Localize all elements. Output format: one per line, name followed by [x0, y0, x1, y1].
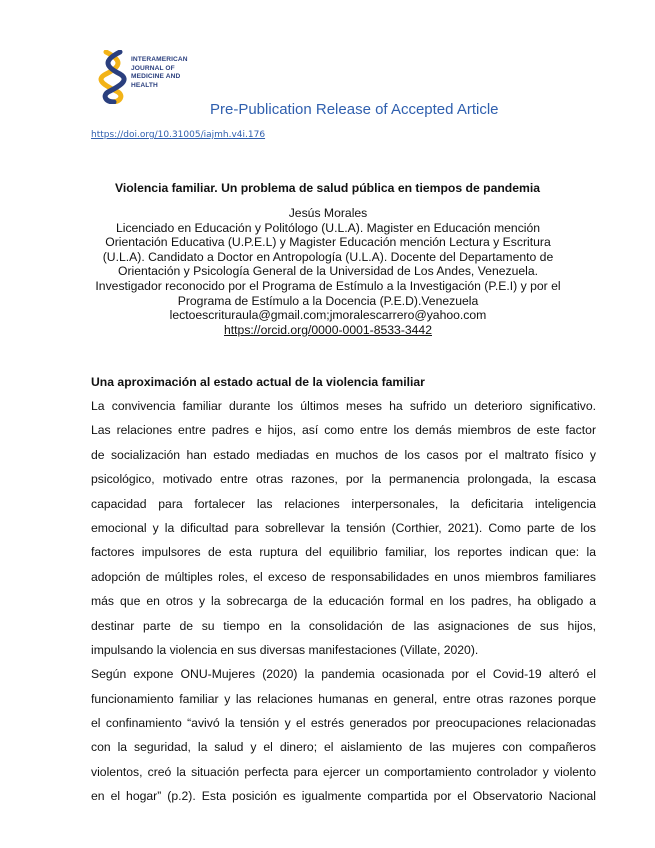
text-line: adopción de múltiples roles, el exceso de responsabilidades en unos miembros familiares	[91, 569, 596, 584]
author-block	[88, 206, 568, 337]
section-heading: Una aproximación al estado actual de la violencia familiar	[91, 375, 425, 389]
affiliation-line: Orientación Educativa (U.P.E.L) y Magister Educación mención Lectura y Escritura	[105, 235, 551, 250]
journal-logo	[98, 50, 218, 104]
text-line: más que en otros y la sobrecarga de la educación formal en los padres, ha obligado a	[91, 594, 596, 609]
text-line: impulsando la violencia en sus diversas manifestaciones (Villate, 2020).	[91, 642, 479, 657]
text-line: de socialización han estado mediadas en muchos de los casos por el maltrato físico y	[91, 447, 596, 462]
affiliation-line: Orientación y Psicología General de la Universidad de Los Andes, Venezuela.	[117, 264, 539, 279]
text-line: Según expone ONU-Mujeres (2020) la pandemia ocasionada por el Covid-19 alteró el	[91, 667, 596, 682]
logo-wordmark: INTERAMERICAN JOURNAL OF MEDICINE AND HEALTH	[131, 56, 188, 89]
orcid-link[interactable]: https://orcid.org/0000-0001-8533-3442	[223, 322, 432, 337]
affiliation-line: Programa de Estímulo a la Docencia (P.E.D).Venezuela	[177, 293, 479, 308]
text-line: el confinamiento “avivó la tensión y el estrés generados por preocupaciones relacionadas	[91, 716, 596, 731]
affiliation-line: (U.L.A). Candidato a Doctor en Antropología (U.L.A). Docente del Departamento de	[102, 249, 554, 264]
text-line: factores impulsores de esta ruptura del equilibrio familiar, los reportes indican que: la	[91, 545, 596, 560]
author-emails: lectoescrituraula@gmail.com;jmoralescarrero@yahoo.com	[169, 308, 487, 323]
doi-link[interactable]: https://doi.org/10.31005/iajmh.v4i.176	[91, 130, 266, 140]
text-line: violentos, creó la situación perfecta para ejercer un comportamiento controlador y violento	[91, 764, 596, 779]
text-line: en el hogar” (p.2). Esta posición es igualmente compartida por el Observatorio Nacional	[91, 789, 596, 804]
text-line: Las relaciones entre padres e hijos, así como entre los demás miembros de este factor	[91, 423, 596, 438]
author-name: Jesús Morales	[288, 206, 368, 220]
article-title: Violencia familiar. Un problema de salud pública en tiempos de pandemia	[114, 181, 541, 195]
text-line: destinar parte de su tiempo en la consolidación de las asignaciones de sus hijos,	[91, 618, 596, 633]
text-line: psicológico, motivado entre otras razones, por la permanencia prolongada, la escasa	[91, 472, 596, 487]
dna-helix-icon	[98, 50, 130, 104]
text-line: La convivencia familiar durante los últimos meses ha sufrido un deterioro significativo.	[91, 399, 596, 413]
body-text	[91, 394, 596, 809]
text-line: capacidad para fortalecer las relaciones interpersonales, la deficitaria inteligencia	[91, 496, 596, 511]
affiliation-line: Investigador reconocido por el Programa de Estímulo a la Investigación (P.E.I) y por el	[95, 278, 561, 293]
affiliation-line: Licenciado en Educación y Politólogo (U.L.A). Magister en Educación mención	[115, 220, 541, 235]
release-label: Pre-Publication Release of Accepted Article	[210, 101, 499, 118]
text-line: con la seguridad, la salud y el dinero; el aislamiento de las mujeres con compañeros	[91, 740, 596, 755]
text-line: emocional y la dificultad para sobrellevar la tensión (Corthier, 2021). Como parte de los	[91, 520, 596, 535]
text-line: funcionamiento familiar y las relaciones humanas en general, entre otras razones porque	[91, 691, 596, 706]
